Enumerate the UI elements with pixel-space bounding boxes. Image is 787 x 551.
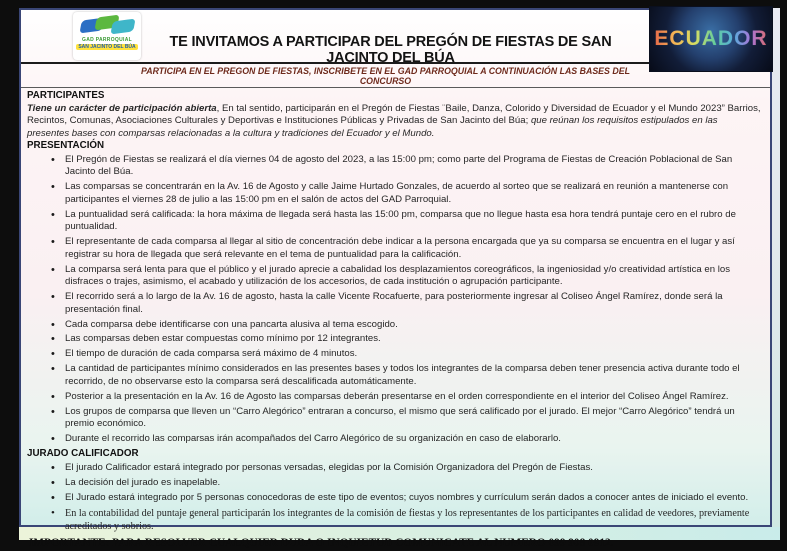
- gad-parroquial-logo: [73, 12, 141, 60]
- flyer-header: [21, 10, 770, 66]
- frame-right-strip: [772, 8, 780, 527]
- list-item: • En la contabilidad del puntaje general participarán los integrantes de la comisión de fiestas y los representantes de los participantes en calidad de veedores, previamente acreditados y sobrios.: [51, 507, 762, 534]
- list-item: • El jurado Calificador estará integrado por personas versadas, elegidas por la Comisión Organizadora del Pregón de Fiestas.: [51, 462, 762, 474]
- heading-jurado: JURADO CALIFICADOR: [27, 448, 139, 460]
- page-title: TE INVITAMOS A PARTICIPAR DEL PREGÓN DE FIESTAS DE SAN JACINTO DEL BÚA: [169, 34, 612, 66]
- heading-participantes: PARTICIPANTES: [27, 90, 105, 101]
- list-item: • Los grupos de comparsa que lleven un “Carro Alegórico” entraran a concurso, el mismo que será calificado por el jurado. El mejor “Carro Alegórico” tendrá un premio económico.: [51, 406, 762, 431]
- list-item: • Las comparsas deben estar compuestas como mínimo por 12 integrantes.: [51, 333, 762, 345]
- list-item: • La decisión del jurado es inapelable.: [51, 477, 762, 489]
- participantes-lead: Tiene un carácter de participación abierta: [27, 102, 217, 114]
- list-item: • La comparsa será lenta para que el público y el jurado aprecie a cabalidad los desplazamientos coreográficos, la ingeniosidad y/o creatividad artística en los disfraces o trajes, asimismo, el acabado y utilización de los accesorios, de cada institución o agrupación participante.: [51, 264, 762, 289]
- participantes-text: , En tal sentido, participarán en el Pregón de Fiestas ¨Baile, Danza, Colorido y Diversidad de Ecuador y el Mundo 2023” Barrios, Recintos, Comunas, Asociaciones Culturales y Deportivas e Instituciones Públicas y Privadas de San Jacinto del Búa;: [27, 102, 761, 127]
- list-item: • Posterior a la presentación en la Av. 16 de Agosto las comparsas deberán presentarse en el orden correspondiente en el interior del Coliseo Ángel Ramírez.: [51, 391, 762, 403]
- flyer-document: [19, 8, 772, 549]
- list-item: • El Jurado estará integrado por 5 personas conocedoras de este tipo de eventos; cuyos nombres y currículum serán dados a conocer antes de iniciado el evento.: [51, 492, 762, 504]
- list-item: • El recorrido será a lo largo de la Av. 16 de agosto, hasta la calle Vicente Rocafuerte, para posteriormente ingresar al Coliseo Ángel Ramírez, donde será la presentación final.: [51, 291, 762, 316]
- list-item: • Las comparsas se concentrarán en la Av. 16 de Agosto y calle Jaime Hurtado Gonzales, de acuerdo al sorteo que se realizará en reunión a mantenerse con participantes el viernes 28 de julio a las 15:00 pm en el salón de actos del GAD Parroquial.: [51, 181, 762, 206]
- jurado-list: [27, 462, 762, 533]
- list-item: • La cantidad de participantes mínimo considerados en las presentes bases y todos los integrantes de la comparsa deben tener presencia activa durante todo el recorrido, de no observarse esto la comparsa será descalificada automáticamente.: [51, 363, 762, 388]
- participantes-paragraph: [27, 103, 762, 140]
- ecuador-banner-word: ECUADOR: [654, 27, 768, 50]
- logo-line2: SAN JACINTO DEL BÚA: [78, 44, 136, 50]
- list-item: • El Pregón de Fiestas se realizará el día viernes 04 de agosto del 2023, a las 15:00 pm; como parte del Programa de Fiestas de Creación Poblacional de San Jacinto del Búa.: [51, 154, 762, 179]
- heading-presentacion: PRESENTACIÓN: [27, 140, 105, 152]
- list-item: • La puntualidad será calificada: la hora máxima de llegada será hasta las 15:00 pm, comparsa que no llegue hasta esa hora tendrá puntaje cero en el rubro de puntualidad.: [51, 209, 762, 234]
- subtitle-banner: PARTICIPA EN EL PREGON DE FIESTAS, INSCRIBETE EN EL GAD PARROQUIAL A CONTINUACIÓN LAS BASES DEL CONCURSO: [21, 62, 770, 88]
- list-item: • Durante el recorrido las comparsas irán acompañados del Carro Alegórico de su organización en caso de elaborarlo.: [51, 433, 762, 445]
- list-item: • Cada comparsa debe identificarse con una pancarta alusiva al tema escogido.: [51, 319, 762, 331]
- participantes-tail: que reúnan los requisitos estipulados en las presentes bases con comparsas relacionadas a la cultura y tradiciones del Ecuador y el Mundo.: [27, 115, 718, 139]
- presentacion-list: [27, 154, 762, 446]
- list-item: • El representante de cada comparsa al llegar al sitio de concentración debe indicar a la persona encargada que ya su comparsa se encuentra en el lugar y así registrar su hora de llegada que será relevante en el tema de puntualidad para la calificación.: [51, 236, 762, 261]
- importante-note: IMPORTANTE: PARA RESOLVER CUALQUIER DUDA O INQUIETUD COMUNICATE AL NUMERO 099 908 0912.: [29, 536, 614, 549]
- ecuador-banner-image: [649, 6, 773, 72]
- logo-line1: GAD PARROQUIAL: [82, 37, 132, 43]
- list-item: • El tiempo de duración de cada comparsa será máximo de 4 minutos.: [51, 348, 762, 360]
- gad-logo-icon: [79, 15, 135, 35]
- flyer-body: [21, 88, 770, 551]
